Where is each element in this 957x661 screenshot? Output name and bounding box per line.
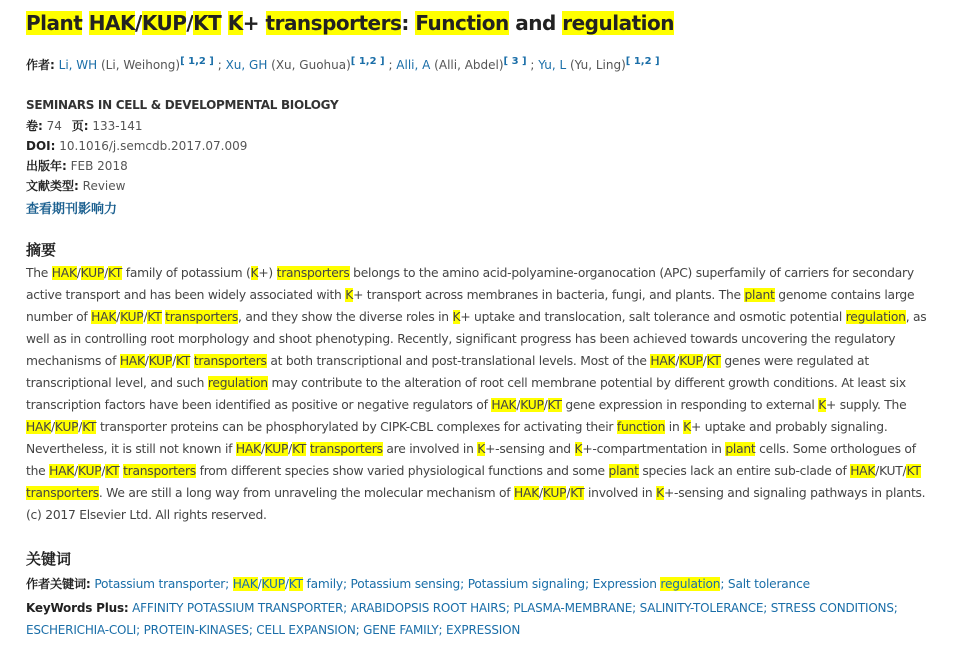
highlighted-term: transporters [193, 354, 267, 368]
keyword-plus-link[interactable]: SALINITY-TOLERANCE [639, 601, 764, 615]
highlighted-term: HAK [650, 354, 676, 368]
highlighted-term: K [250, 266, 259, 280]
abstract-line [26, 284, 946, 306]
keywords-plus-row-1 [26, 597, 898, 619]
authors-line [26, 52, 660, 75]
text-segment: / [288, 442, 293, 456]
text-segment: +-sensing and [485, 442, 575, 456]
keyword-plus-link[interactable]: AFFINITY POTASSIUM TRANSPORTER [132, 601, 344, 615]
text-segment: active transport and has been widely associated with [26, 288, 346, 302]
highlighted-term: KT [82, 420, 97, 434]
abstract-line [26, 262, 946, 284]
text-segment: / [104, 266, 108, 280]
keyword-separator: ; [584, 577, 593, 591]
doi-value: 10.1016/j.semcdb.2017.07.009 [59, 139, 248, 153]
keyword-separator: ; [505, 601, 514, 615]
text-segment: family of potassium ( [122, 266, 251, 280]
article-title [26, 9, 946, 37]
author-keyword-link[interactable] [468, 577, 585, 591]
text-segment: / [101, 464, 106, 478]
text-segment: +) [258, 266, 277, 280]
highlighted-term: K [574, 442, 583, 456]
highlighted-term: KUP [80, 266, 105, 280]
text-segment: at both transcriptional and post-translational levels. Most of the [266, 354, 651, 368]
highlighted-term: HAK [51, 266, 77, 280]
keyword-separator: ; [343, 601, 351, 615]
keyword-plus-link[interactable]: ARABIDOPSIS ROOT HAIRS [350, 601, 506, 615]
highlighted-term: K [477, 442, 486, 456]
highlighted-term: regulation [562, 11, 674, 35]
highlighted-term: KT [292, 442, 307, 456]
text-segment: family [302, 577, 343, 591]
text-segment: Potassium transporter [94, 577, 226, 591]
keyword-plus-link[interactable]: STRESS CONDITIONS [770, 601, 894, 615]
highlighted-term: transporters [276, 266, 350, 280]
text-segment: / [135, 11, 142, 35]
highlighted-term: HAK [850, 464, 876, 478]
keywords-plus-label: KeyWords Plus: [26, 601, 129, 615]
author-affiliation-ref[interactable]: [ 1,2 ] [350, 56, 385, 67]
abstract-line [26, 416, 946, 438]
author-link[interactable]: Yu, L [538, 58, 567, 72]
highlighted-term: KT [570, 486, 585, 500]
highlighted-term: K [227, 11, 243, 35]
volume-value: 74 [46, 119, 62, 133]
text-segment: , and they show the diverse roles in [238, 310, 453, 324]
abstract-line [26, 438, 946, 460]
text-segment: / [257, 577, 262, 591]
author-keyword-link[interactable] [94, 577, 225, 591]
text-segment: : [401, 11, 416, 35]
text-segment: / [116, 310, 121, 324]
highlighted-term: KT [706, 354, 721, 368]
text-segment [221, 11, 227, 35]
keyword-separator: ; [225, 577, 233, 591]
authors-label: 作者: [26, 58, 55, 72]
author-keywords-row [26, 573, 810, 595]
pages-label: 页: [71, 119, 89, 133]
journal-impact-link[interactable]: 查看期刊影响力 [26, 202, 118, 217]
text-segment: Potassium sensing [350, 577, 461, 591]
highlighted-term: regulation [660, 577, 721, 591]
keyword-plus-link[interactable]: ESCHERICHIA-COLI [26, 623, 137, 637]
author-keyword-link[interactable] [351, 577, 461, 591]
highlighted-term: KT [105, 464, 120, 478]
keyword-plus-link[interactable]: CELL EXPANSION [256, 623, 356, 637]
text-segment: / [50, 420, 55, 434]
abstract-line [26, 328, 946, 350]
author-keyword-link[interactable] [593, 577, 721, 591]
text-segment: / [143, 310, 148, 324]
text-segment: + supply. The [826, 398, 907, 412]
keywords-heading: 关键词 [26, 550, 72, 568]
highlighted-term: KT [906, 464, 921, 478]
highlighted-term: K [818, 398, 827, 412]
highlighted-term: KUP [54, 420, 79, 434]
highlighted-term: HAK [119, 354, 145, 368]
text-segment: genes were regulated at [720, 354, 869, 368]
highlighted-term: KT [547, 398, 562, 412]
doi-row [26, 136, 247, 156]
highlighted-term: KUP [261, 577, 285, 591]
highlighted-term: Function [415, 11, 509, 35]
text-segment: Potassium signaling [467, 577, 585, 591]
abstract-line [26, 504, 946, 526]
author-keyword-link[interactable] [728, 577, 810, 591]
text-segment [82, 11, 88, 35]
text-segment: involved in [584, 486, 657, 500]
text-segment: in [665, 420, 684, 434]
text-segment: + [242, 11, 266, 35]
text-segment: number of [26, 310, 92, 324]
highlighted-term: KUP [679, 354, 703, 368]
text-segment: are involved in [382, 442, 478, 456]
highlighted-term: K [452, 310, 461, 324]
text-segment: (c) 2017 Elsevier Ltd. All rights reserved. [26, 508, 267, 522]
highlighted-term: KUP [141, 11, 187, 35]
pages-value: 133-141 [92, 119, 143, 133]
author-fullname: (Xu, Guohua) [267, 58, 351, 72]
abstract-heading: 摘要 [26, 241, 57, 259]
highlighted-term: KUP [542, 486, 567, 500]
text-segment: +-sensing and signaling pathways in plants. [663, 486, 926, 500]
text-segment: transcription factors have been identified as positive or negative regulators of [26, 398, 492, 412]
author-separator: ; [384, 58, 397, 72]
author-affiliation-ref[interactable]: [ 1,2 ] [625, 56, 660, 67]
keyword-plus-link[interactable]: PLASMA-MEMBRANE [513, 601, 633, 615]
journal-name: SEMINARS IN CELL & DEVELOPMENTAL BIOLOGY [26, 98, 339, 112]
abstract-line [26, 394, 946, 416]
highlighted-term: transporters [309, 442, 383, 456]
text-segment: / [702, 354, 707, 368]
author-link[interactable]: Alli, A [396, 58, 431, 72]
highlighted-term: KUP [120, 310, 144, 324]
highlighted-term: transporters [165, 310, 239, 324]
text-segment: species lack an entire sub-clade of [638, 464, 851, 478]
highlighted-term: transporters [123, 464, 196, 478]
pubyear-label: 出版年: [26, 159, 67, 173]
highlighted-term: KUP [77, 464, 102, 478]
highlighted-term: K [683, 420, 691, 434]
keyword-plus-link[interactable]: EXPRESSION [446, 623, 521, 637]
text-segment: Expression [592, 577, 661, 591]
text-segment: / [78, 420, 83, 434]
text-segment: / [172, 354, 177, 368]
highlighted-term: function [616, 420, 666, 434]
author-fullname: (Yu, Ling) [566, 58, 626, 72]
author-keywords-label: 作者关键词: [26, 577, 91, 591]
text-segment: , as [905, 310, 927, 324]
text-segment: Salt tolerance [727, 577, 810, 591]
text-segment: +-compartmentation in [582, 442, 726, 456]
doctype-row [26, 176, 125, 196]
abstract-line [26, 482, 946, 504]
abstract-line [26, 372, 946, 394]
pubyear-value: FEB 2018 [70, 159, 128, 173]
text-segment: / [144, 354, 149, 368]
text-segment: cells. Some orthologues of [755, 442, 916, 456]
highlighted-term: HAK [491, 398, 517, 412]
highlighted-term: HAK [235, 442, 261, 456]
doi-label: DOI: [26, 139, 56, 153]
text-segment: / [186, 11, 194, 35]
keyword-separator: ; [460, 577, 468, 591]
doctype-value: Review [82, 179, 126, 193]
author-affiliation-ref[interactable]: [ 1,2 ] [180, 56, 214, 67]
author-keyword-link[interactable] [233, 577, 343, 591]
text-segment: + uptake and translocation, salt tolerance and osmotic potential [460, 310, 846, 324]
text-segment: the [26, 464, 50, 478]
text-segment: / [675, 354, 680, 368]
abstract-text [26, 262, 946, 526]
highlighted-term: KUP [264, 442, 289, 456]
keyword-separator: ; [248, 623, 257, 637]
text-segment: / [516, 398, 521, 412]
keyword-separator: ; [720, 577, 728, 591]
highlighted-term: KT [288, 577, 303, 591]
text-segment: transporter proteins can be phosphorylated by CIPK-CBL complexes for activating their [96, 420, 617, 434]
author-fullname: (Li, Weihong) [97, 58, 181, 72]
highlighted-term: transporters [26, 486, 99, 500]
doctype-label: 文献类型: [26, 179, 79, 193]
highlighted-term: plant [725, 442, 756, 456]
highlighted-term: plant [608, 464, 639, 478]
pubyear-row [26, 156, 128, 176]
text-segment: gene expression in responding to external [561, 398, 819, 412]
text-segment: well as in controlling root morphology and shoot phenotyping. Recently, significant progress has been achieved towards uncovering the regulatory [26, 332, 896, 346]
author-link[interactable]: Li, WH [58, 58, 98, 72]
volume-label: 卷: [26, 119, 43, 133]
highlighted-term: HAK [514, 486, 540, 500]
highlighted-term: KUP [148, 354, 173, 368]
highlighted-term: HAK [232, 577, 258, 591]
keyword-separator: ; [342, 577, 351, 591]
text-segment: / [539, 486, 543, 500]
text-segment: may contribute to the alteration of root cell membrane potential by different growth conditions. At least six [267, 376, 906, 390]
text-segment: transcriptional level, and such [26, 376, 208, 390]
highlighted-term: K [345, 288, 354, 302]
keyword-separator: ; [632, 601, 640, 615]
volume-pages-row [26, 116, 143, 136]
text-segment: / [566, 486, 571, 500]
text-segment: belongs to the amino acid-polyamine-organocation (APC) superfamily of carriers for secondary [349, 266, 914, 280]
keyword-separator: ; [438, 623, 446, 637]
text-segment: from different species show varied physiological functions and some [195, 464, 609, 478]
highlighted-term: KUP [520, 398, 544, 412]
text-segment: + uptake and probably signaling. [690, 420, 888, 434]
highlighted-term: KT [147, 310, 162, 324]
text-segment: /KUT/ [875, 464, 907, 478]
highlighted-term: HAK [88, 11, 135, 35]
keyword-separator: ; [136, 623, 144, 637]
text-segment: / [543, 398, 548, 412]
highlighted-term: KT [193, 11, 222, 35]
text-segment: The [26, 266, 52, 280]
abstract-line [26, 306, 946, 328]
abstract-line [26, 350, 946, 372]
keyword-plus-link[interactable]: PROTEIN-KINASES [143, 623, 249, 637]
author-fullname: (Alli, Abdel) [430, 58, 504, 72]
highlighted-term: regulation [845, 310, 906, 324]
keyword-separator: ; [763, 601, 771, 615]
author-affiliation-ref[interactable]: [ 3 ] [503, 56, 527, 67]
author-separator: ; [213, 58, 226, 72]
abstract-line [26, 460, 946, 482]
keyword-separator: ; [893, 601, 898, 615]
text-segment: Nevertheless, it is still not known if [26, 442, 236, 456]
highlighted-term: KT [176, 354, 191, 368]
text-segment: / [284, 577, 289, 591]
text-segment: and [508, 11, 563, 35]
keyword-plus-link[interactable]: GENE FAMILY [363, 623, 439, 637]
highlighted-term: HAK [49, 464, 75, 478]
text-segment: . We are still a long way from unraveling the molecular mechanism of [98, 486, 515, 500]
author-separator: ; [526, 58, 539, 72]
highlighted-term: KT [107, 266, 123, 280]
text-segment: mechanisms of [26, 354, 120, 368]
highlighted-term: K [656, 486, 664, 500]
keywords-plus-row-2 [26, 619, 520, 641]
highlighted-term: plant [744, 288, 775, 302]
highlighted-term: HAK [91, 310, 117, 324]
text-segment: / [260, 442, 265, 456]
author-link[interactable]: Xu, GH [225, 58, 268, 72]
text-segment: / [74, 464, 78, 478]
highlighted-term: transporters [265, 11, 402, 35]
text-segment: / [76, 266, 81, 280]
highlighted-term: regulation [207, 376, 268, 390]
text-segment: genome contains large [774, 288, 915, 302]
keyword-separator: ; [355, 623, 364, 637]
highlighted-term: Plant [26, 11, 83, 35]
text-segment: + transport across membranes in bacteria, fungi, and plants. The [353, 288, 745, 302]
highlighted-term: HAK [26, 420, 51, 434]
